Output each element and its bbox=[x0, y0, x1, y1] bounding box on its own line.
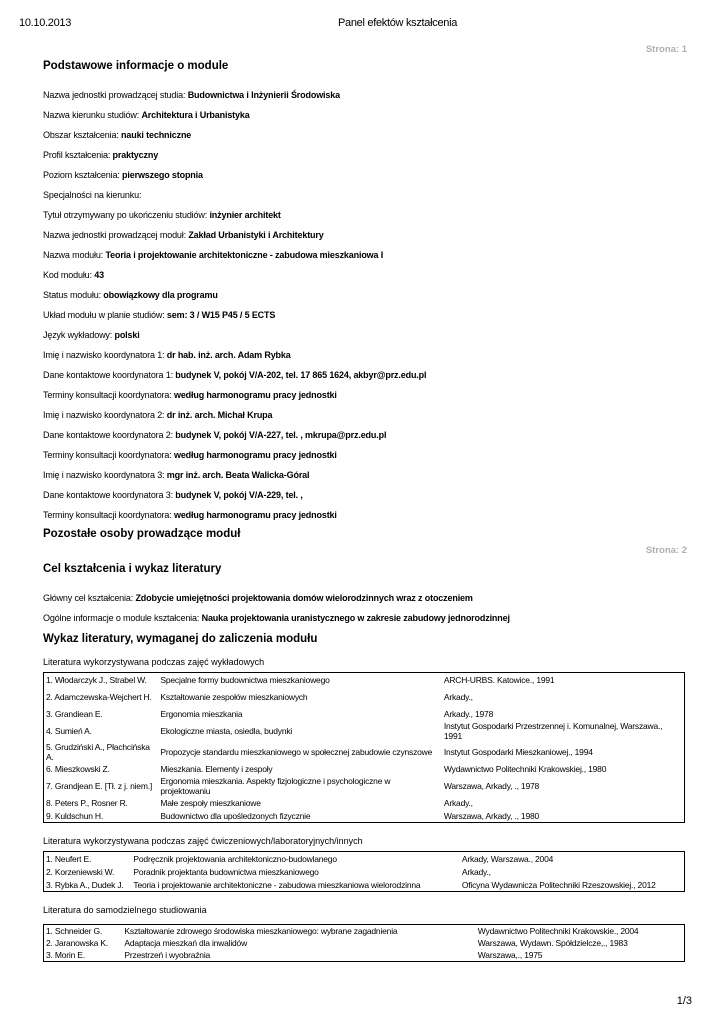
cell-title: Podręcznik projektowania architektoniczno-budowlanego bbox=[133, 853, 337, 864]
cell-author: 4. Sumień A. bbox=[46, 725, 92, 736]
cell-publisher: Warszawa,., 1975 bbox=[477, 950, 543, 960]
document-title: Panel efektów kształcenia bbox=[338, 17, 458, 29]
page-label-2: Strona: 2 bbox=[645, 545, 687, 556]
document-body bbox=[43, 59, 693, 553]
table-row bbox=[44, 775, 685, 796]
field-label: Ogólne informacje o module kształcenia: bbox=[43, 613, 202, 623]
field-value: Zdobycie umiejętności projektowania domów wielorodzinnych wraz z otoczeniem bbox=[135, 593, 473, 603]
field-row bbox=[43, 425, 693, 445]
cell-publisher: Arkady., bbox=[461, 866, 491, 877]
cell-author: 6. Mieszkowski Z. bbox=[46, 763, 110, 774]
cell-title: Małe zespoły mieszkaniowe bbox=[160, 797, 261, 808]
field-row bbox=[43, 125, 693, 145]
field-label: Specjalności na kierunku: bbox=[43, 190, 142, 200]
field-row bbox=[43, 445, 693, 465]
table-row bbox=[44, 878, 685, 892]
cell-author: 1. Włodarczyk J., Strabel W. bbox=[46, 674, 147, 685]
cell-title: Ergonomia mieszkania bbox=[160, 708, 243, 719]
field-label: Terminy konsultacji koordynatora: bbox=[43, 450, 174, 460]
cell-author: 1. Schneider G. bbox=[46, 926, 103, 936]
field-label: Język wykładowy: bbox=[43, 330, 115, 340]
table-row bbox=[44, 796, 685, 809]
field-value: budynek V, pokój V/A-202, tel. 17 865 1624, akbyr@prz.edu.pl bbox=[175, 370, 427, 380]
exercise-literature-caption: Literatura wykorzystywana podczas zajęć ćwiczeniowych/laboratoryjnych/innych bbox=[43, 836, 363, 846]
field-value: praktyczny bbox=[112, 150, 159, 160]
cell-publisher: Arkady., bbox=[443, 691, 473, 702]
objective-fields bbox=[43, 588, 693, 628]
self-study-table-clip bbox=[43, 924, 688, 970]
cell-publisher: Arkady., bbox=[443, 797, 473, 808]
cell-title: Teoria i projektowanie architektoniczne - zabudowa mieszkaniowa wielorodzinna bbox=[133, 879, 421, 890]
field-label: Status modułu: bbox=[43, 290, 104, 300]
field-label: Imię i nazwisko koordynatora 3: bbox=[43, 470, 167, 480]
cell-publisher: Warszawa, Arkady, ., 1980 bbox=[443, 810, 540, 821]
section-title-other-staff: Pozostałe osoby prowadzące moduł bbox=[43, 528, 241, 540]
field-row bbox=[43, 205, 693, 225]
table-row bbox=[44, 762, 685, 775]
field-value: według harmonogramu pracy jednostki bbox=[173, 390, 337, 400]
lecture-literature-caption: Literatura wykorzystywana podczas zajęć wykładowych bbox=[43, 657, 265, 667]
cell-title: Propozycje standardu mieszkaniowego w społecznej zabudowie czynszowe bbox=[160, 746, 433, 757]
field-label: Dane kontaktowe koordynatora 3: bbox=[43, 490, 176, 500]
field-label: Poziom kształcenia: bbox=[43, 170, 123, 180]
table-row bbox=[44, 720, 685, 741]
field-value: Architektura i Urbanistyka bbox=[141, 110, 250, 120]
field-row bbox=[43, 405, 693, 425]
cell-author: 2. Adamczewska-Wejchert H. bbox=[46, 691, 152, 702]
field-row bbox=[43, 385, 693, 405]
cell-publisher: Warszawa, Wydawn. Spółdzielcze,., 1983 bbox=[477, 938, 628, 948]
field-value: dr inż. arch. Michał Krupa bbox=[166, 410, 273, 420]
field-row bbox=[43, 285, 693, 305]
field-row bbox=[43, 305, 693, 325]
cell-publisher: Arkady., 1978 bbox=[443, 708, 494, 719]
cell-author: 3. Morin E. bbox=[46, 950, 85, 960]
cell-title: Poradnik projektanta budownictwa mieszkaniowego bbox=[133, 866, 319, 877]
field-value: sem: 3 / W15 P45 / 5 ECTS bbox=[166, 310, 276, 320]
cell-publisher: ARCH-URBS. Katowice., 1991 bbox=[443, 674, 555, 685]
self-study-literature-caption: Literatura do samodzielnego studiowania bbox=[43, 905, 207, 915]
field-row bbox=[43, 345, 693, 365]
field-label: Tytuł otrzymywany po ukończeniu studiów: bbox=[43, 210, 210, 220]
field-row bbox=[43, 465, 693, 485]
field-row bbox=[43, 608, 693, 628]
field-row bbox=[43, 185, 693, 205]
cell-author: 7. Grandjean E. [Tł. z j. niem.] bbox=[46, 780, 153, 791]
table-row bbox=[44, 949, 685, 962]
cell-publisher: Instytut Gospodarki Przestrzennej i. Komunalnej, Warszawa., 1991 bbox=[443, 720, 663, 741]
document-body-2 bbox=[43, 562, 693, 920]
field-row bbox=[43, 245, 693, 265]
field-label: Główny cel kształcenia: bbox=[43, 593, 136, 603]
field-row bbox=[43, 225, 693, 245]
field-value: obowiązkowy dla programu bbox=[103, 290, 218, 300]
exercise-literature-table bbox=[43, 851, 685, 892]
field-label: Imię i nazwisko koordynatora 2: bbox=[43, 410, 167, 420]
field-label: Terminy konsultacji koordynatora: bbox=[43, 510, 174, 520]
field-value: 43 bbox=[94, 270, 104, 280]
cell-publisher: Oficyna Wydawnicza Politechniki Rzeszowskiej., 2012 bbox=[461, 879, 656, 890]
section-title-basic-info: Podstawowe informacje o module bbox=[43, 60, 229, 72]
table-row bbox=[44, 707, 685, 720]
cell-title: Przestrzeń i wyobraźnia bbox=[124, 950, 211, 960]
cell-publisher: Instytut Gospodarki Mieszkaniowej., 1994 bbox=[443, 746, 593, 757]
field-label: Nazwa jednostki prowadzącej studia: bbox=[43, 90, 188, 100]
field-row bbox=[43, 105, 693, 125]
table-row bbox=[44, 741, 685, 762]
table-row bbox=[44, 852, 685, 866]
cell-author: 5. Grudziński A., Płachcińska A. bbox=[46, 741, 150, 762]
field-value: dr hab. inż. arch. Adam Rybka bbox=[166, 350, 291, 360]
field-value: Nauka projektowania uranistycznego w zakresie zabudowy jednorodzinnej bbox=[201, 613, 510, 623]
field-label: Nazwa kierunku studiów: bbox=[43, 110, 142, 120]
field-label: Dane kontaktowe koordynatora 1: bbox=[43, 370, 176, 380]
field-row bbox=[43, 165, 693, 185]
field-value: według harmonogramu pracy jednostki bbox=[173, 510, 337, 520]
field-value: nauki techniczne bbox=[121, 130, 192, 140]
field-value: pierwszego stopnia bbox=[122, 170, 203, 180]
lecture-literature-table bbox=[43, 672, 685, 823]
field-row bbox=[43, 485, 693, 505]
field-value: Budownictwa i Inżynierii Środowiska bbox=[187, 90, 340, 100]
cell-author: 8. Peters P., Rosner R. bbox=[46, 797, 128, 808]
table-row bbox=[44, 925, 685, 938]
field-value: Teoria i projektowanie architektoniczne - zabudowa mieszkaniowa I bbox=[105, 250, 384, 260]
cell-publisher: Wydawnictwo Politechniki Krakowskie., 2004 bbox=[477, 926, 639, 936]
cell-title: Kształtowanie zespołów mieszkaniowych bbox=[160, 691, 308, 702]
cell-publisher: Wydawnictwo Politechniki Krakowskiej., 1980 bbox=[443, 763, 607, 774]
cell-title: Mieszkania. Elementy i zespoły bbox=[160, 763, 273, 774]
field-value: według harmonogramu pracy jednostki bbox=[173, 450, 337, 460]
field-value: mgr inż. arch. Beata Walicka-Góral bbox=[166, 470, 310, 480]
cell-publisher: Warszawa, Arkady, ., 1978 bbox=[443, 780, 540, 791]
field-label: Terminy konsultacji koordynatora: bbox=[43, 390, 174, 400]
cell-author: 9. Kuldschun H. bbox=[46, 810, 104, 821]
cell-author: 2. Korzeniewski W. bbox=[46, 866, 115, 877]
page-label-1: Strona: 1 bbox=[645, 44, 687, 55]
field-label: Nazwa jednostki prowadzącej moduł: bbox=[43, 230, 189, 240]
cell-author: 1. Neufert E. bbox=[46, 853, 92, 864]
field-value: inżynier architekt bbox=[209, 210, 281, 220]
cell-title: Ergonomia mieszkania. Aspekty fizjologiczne i psychologiczne w projektowaniu bbox=[160, 775, 391, 796]
field-label: Układ modułu w planie studiów: bbox=[43, 310, 167, 320]
field-label: Profil kształcenia: bbox=[43, 150, 113, 160]
field-label: Nazwa modułu: bbox=[43, 250, 106, 260]
table-row bbox=[44, 809, 685, 823]
field-label: Obszar kształcenia: bbox=[43, 130, 122, 140]
field-row bbox=[43, 265, 693, 285]
cell-author: 2. Jaranowska K. bbox=[46, 938, 108, 948]
table-row bbox=[44, 937, 685, 949]
field-value: Zakład Urbanistyki i Architektury bbox=[188, 230, 324, 240]
cell-title: Adaptacja mieszkań dla inwalidów bbox=[124, 938, 248, 948]
field-row bbox=[43, 365, 693, 385]
cell-title: Specjalne formy budownictwa mieszkaniowego bbox=[160, 674, 330, 685]
field-label: Dane kontaktowe koordynatora 2: bbox=[43, 430, 176, 440]
field-label: Imię i nazwisko koordynatora 1: bbox=[43, 350, 167, 360]
field-row bbox=[43, 85, 693, 105]
section-title-literature: Wykaz literatury, wymaganej do zaliczenia modułu bbox=[43, 633, 318, 645]
self-study-literature-table bbox=[43, 924, 685, 962]
cell-publisher: Arkady, Warszawa., 2004 bbox=[461, 853, 554, 864]
field-value: polski bbox=[114, 330, 140, 340]
section-title-objectives: Cel kształcenia i wykaz literatury bbox=[43, 563, 222, 575]
print-date: 10.10.2013 bbox=[19, 17, 72, 29]
field-value: budynek V, pokój V/A-229, tel. , bbox=[175, 490, 303, 500]
cell-title: Kształtowanie zdrowego środowiska mieszkaniowego: wybrane zagadnienia bbox=[124, 926, 398, 936]
basic-info-fields bbox=[43, 85, 693, 525]
field-row bbox=[43, 505, 693, 525]
cell-author: 3. Rybka A., Dudek J. bbox=[46, 879, 124, 890]
table-row bbox=[44, 673, 685, 687]
field-row bbox=[43, 325, 693, 345]
field-row bbox=[43, 145, 693, 165]
field-row bbox=[43, 588, 693, 608]
table-row bbox=[44, 686, 685, 707]
field-label: Kod modułu: bbox=[43, 270, 95, 280]
table-row bbox=[44, 865, 685, 878]
cell-title: Ekologiczne miasta, osiedla, budynki bbox=[160, 725, 293, 736]
cell-title: Budownictwo dla upośledzonych fizycznie bbox=[160, 810, 311, 821]
field-value: budynek V, pokój V/A-227, tel. , mkrupa@prz.edu.pl bbox=[175, 430, 387, 440]
page-counter: 1/3 bbox=[676, 995, 692, 1007]
cell-author: 3. Grandiean E. bbox=[46, 708, 103, 719]
